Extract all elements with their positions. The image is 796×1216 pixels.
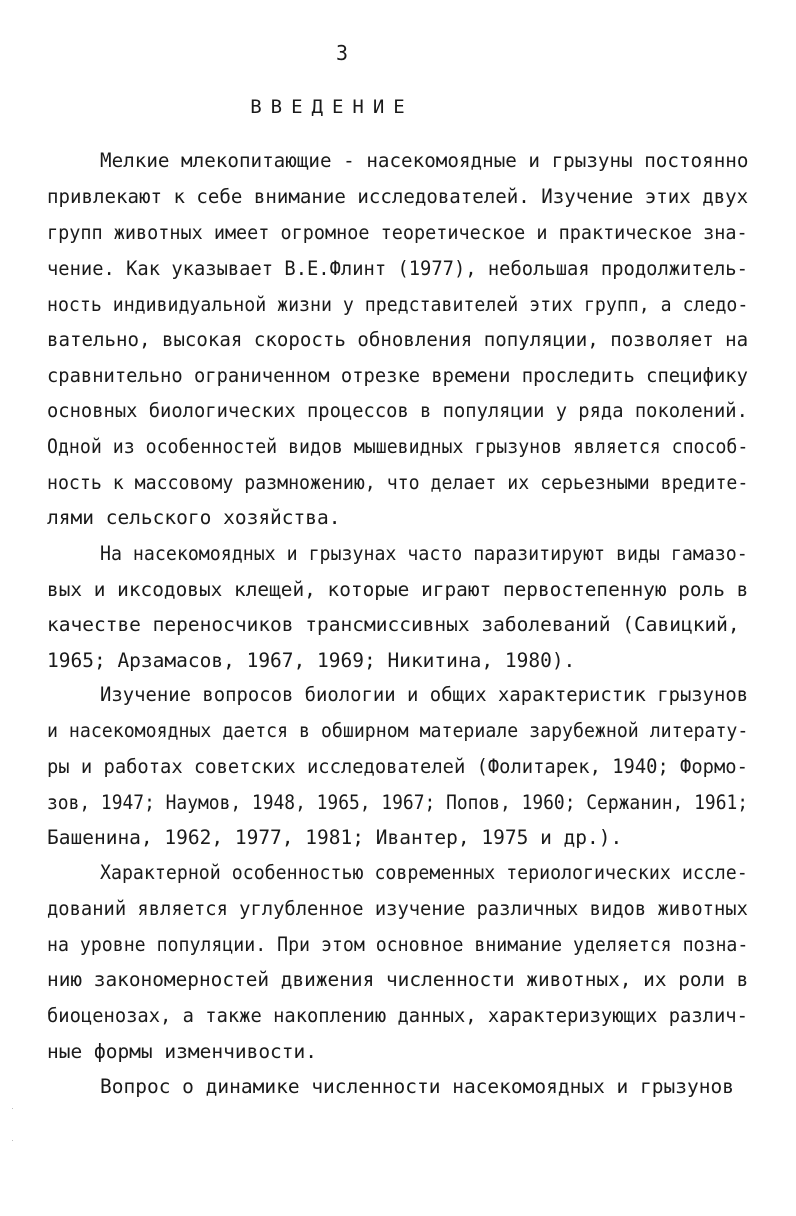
text-line: Изучение вопросов биологии и общих характеристик грызунов — [100, 683, 749, 706]
text-line: ные формы изменчивости. — [47, 1040, 318, 1063]
text-line: качестве переносчиков трансмиссивных заболеваний (Савицкий, — [47, 613, 740, 636]
scan-speck — [12, 1108, 13, 1109]
text-line: ность к массовому размножению, что делает их серьезными вредите- — [47, 471, 749, 494]
text-line: зов, 1947; Наумов, 1948, 1965, 1967; Попов, 1960; Сержанин, 1961; — [47, 791, 749, 814]
text-line: вых и иксодовых клещей, которые играют первостепенную роль в — [47, 578, 749, 601]
text-line: сравнительно ограниченном отрезке времени проследить специфику — [47, 364, 748, 387]
text-line: биоценозах, а также накоплению данных, характеризующих различ- — [47, 1004, 748, 1027]
text-line: На насекомоядных и грызунах часто паразитируют виды гамазо- — [100, 542, 748, 565]
section-heading: ВВЕДЕНИЕ — [250, 96, 414, 118]
text-line: Одной из особенностей видов мышевидных грызунов является способ- — [47, 435, 749, 458]
text-line: на уровне популяции. При этом основное внимание уделяется позна- — [47, 933, 749, 956]
text-line: групп животных имеет огромное теоретическое и практическое зна- — [47, 221, 748, 244]
text-line: чение. Как указывает В.Е.Флинт (1977), небольшая продолжитель- — [47, 257, 748, 280]
text-line: 1965; Арзамасов, 1967, 1969; Никитина, 1980). — [47, 649, 576, 672]
text-line: Вопрос о динамике численности насекомоядных и грызунов — [100, 1075, 734, 1098]
text-line: Башенина, 1962, 1977, 1981; Ивантер, 1975 и др.). — [47, 826, 623, 849]
text-line: основных биологических процессов в популяции у ряда поколений. — [47, 399, 748, 422]
text-line: ры и работах советских исследователей (Фолитарек, 1940; Формо- — [47, 755, 748, 778]
text-line: вательно, высокая скорость обновления популяции, позволяет на — [47, 328, 749, 351]
scan-speck — [12, 1140, 13, 1141]
text-line: лями сельского хозяйства. — [47, 506, 341, 529]
page-number: 3 — [335, 41, 349, 65]
text-line: дований является углубленное изучение различных видов животных — [47, 897, 748, 920]
text-line: Мелкие млекопитающие - насекомоядные и грызуны постоянно — [100, 149, 749, 172]
text-line: ность индивидуальной жизни у представителей этих групп, а следо- — [47, 293, 749, 316]
text-line: нию закономерностей движения численности животных, их роли в — [47, 968, 749, 991]
text-line: Характерной особенностью современных териологических иссле- — [100, 861, 748, 884]
text-line: привлекают к себе внимание исследователей. Изучение этих двух — [47, 185, 749, 208]
text-line: и насекомоядных дается в обширном материале зарубежной литерату- — [47, 719, 749, 742]
